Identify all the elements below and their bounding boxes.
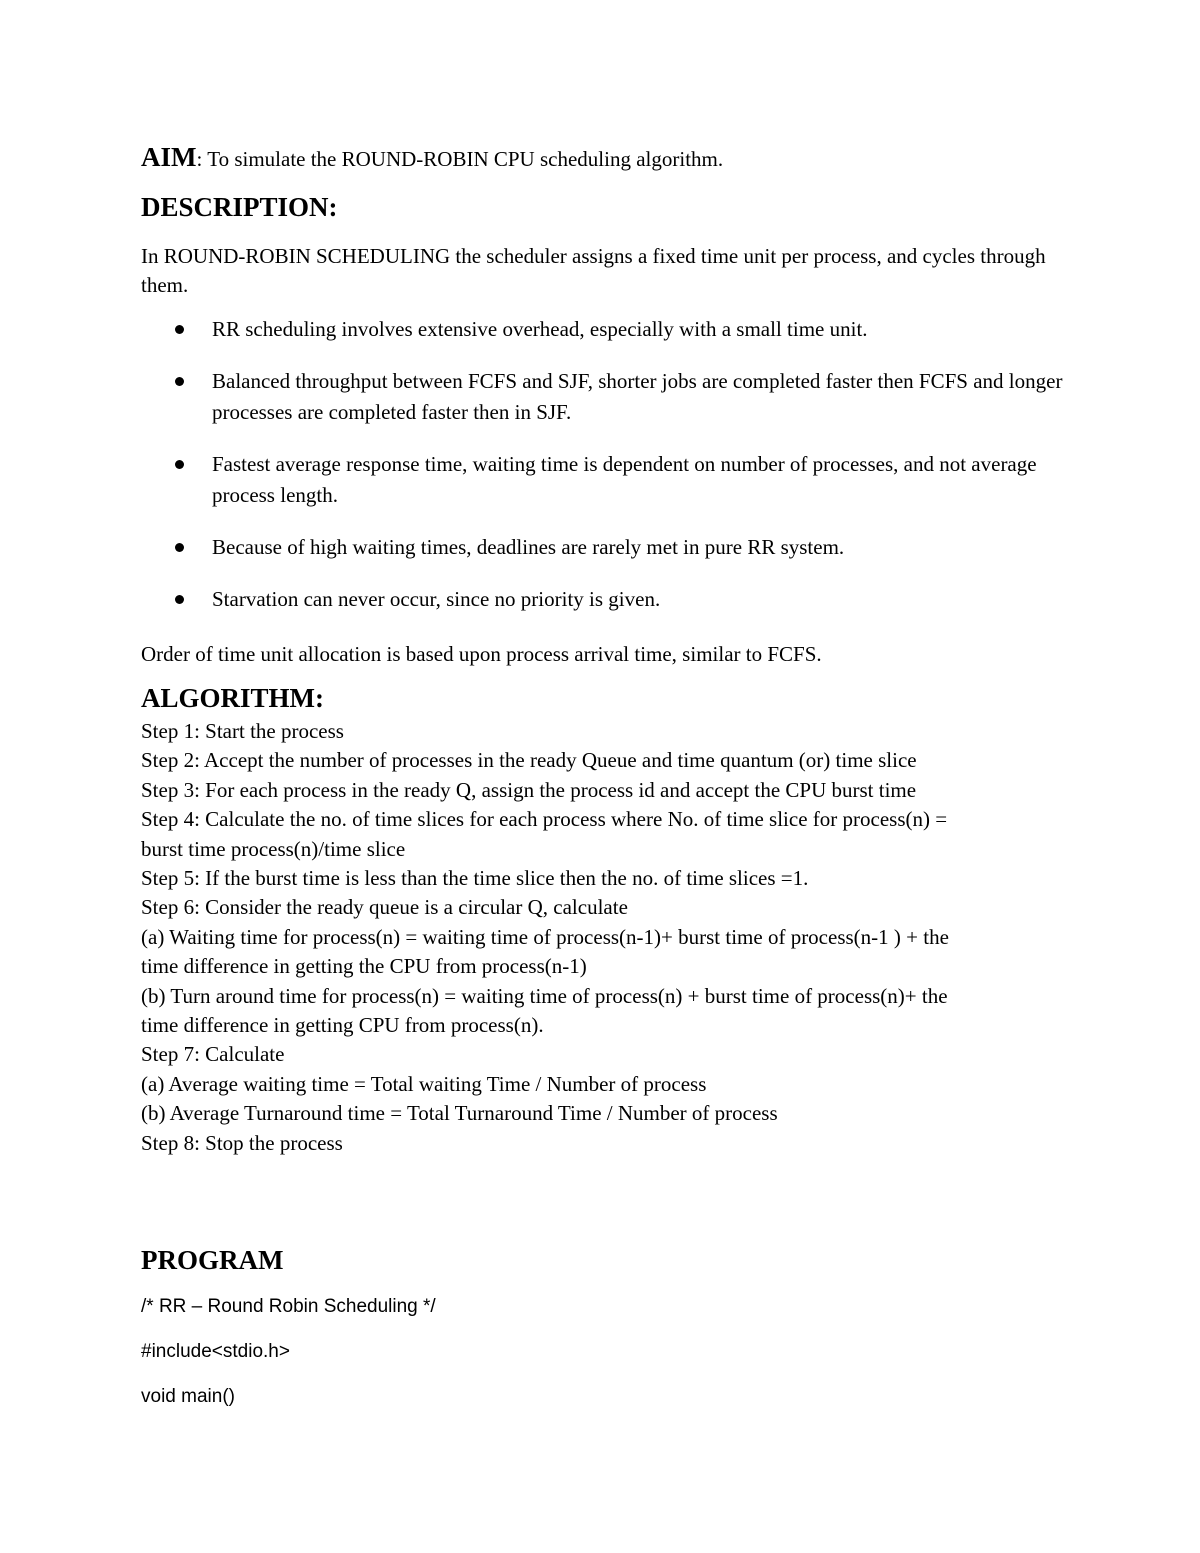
description-heading-colon: : bbox=[328, 192, 338, 222]
algorithm-line: Step 8: Stop the process bbox=[141, 1130, 343, 1155]
aim-text: : To simulate the ROUND-ROBIN CPU scheduling algorithm. bbox=[196, 147, 724, 171]
aim-label: AIM bbox=[141, 142, 197, 172]
bullet-item bbox=[141, 449, 1071, 511]
algorithm-line: time difference in getting the CPU from process(n-1) bbox=[141, 954, 587, 979]
bullet-text: Starvation can never occur, since no priority is given. bbox=[212, 587, 661, 611]
algorithm-line: Step 4: Calculate the no. of time slices for each process where No. of time slice for process(n) = bbox=[141, 807, 948, 832]
bullet-dot-icon bbox=[175, 595, 184, 604]
bullet-dot-icon bbox=[175, 543, 184, 552]
algorithm-line: Step 2: Accept the number of processes in the ready Queue and time quantum (or) time slice bbox=[141, 748, 917, 773]
bullet-dot-icon bbox=[175, 377, 184, 386]
algorithm-line: Step 7: Calculate bbox=[141, 1042, 285, 1067]
algorithm-steps bbox=[141, 717, 1081, 1158]
aim-line bbox=[141, 142, 723, 173]
program-heading: PROGRAM bbox=[141, 1245, 284, 1275]
code-main-line: void main() bbox=[141, 1386, 235, 1407]
algorithm-line: Step 1: Start the process bbox=[141, 719, 344, 743]
algorithm-line: (b) Average Turnaround time = Total Turnaround Time / Number of process bbox=[141, 1101, 778, 1126]
bullet-dot-icon bbox=[175, 460, 184, 469]
bullet-text: Fastest average response time, waiting time is dependent on number of processes, and not average process length. bbox=[212, 452, 1037, 507]
algorithm-heading-colon: : bbox=[315, 683, 325, 713]
algorithm-line: (a) Waiting time for process(n) = waiting time of process(n-1)+ burst time of process(n-1 ) + the bbox=[141, 924, 949, 949]
bullet-text: Because of high waiting times, deadlines are rarely met in pure RR system. bbox=[212, 535, 845, 559]
code-include-line: #include<stdio.h> bbox=[141, 1341, 290, 1362]
bullet-item bbox=[141, 366, 1071, 428]
bullet-text: RR scheduling involves extensive overhead, especially with a small time unit. bbox=[212, 317, 868, 341]
algorithm-line: (b) Turn around time for process(n) = waiting time of process(n) + burst time of process(n)+ the bbox=[141, 983, 948, 1008]
code-comment-line: /* RR – Round Robin Scheduling */ bbox=[141, 1296, 436, 1317]
description-heading-text: DESCRIPTION bbox=[141, 192, 329, 222]
algorithm-heading bbox=[141, 683, 324, 714]
bullet-dot-icon bbox=[175, 325, 184, 334]
algorithm-line: burst time process(n)/time slice bbox=[141, 836, 406, 861]
bullet-text: Balanced throughput between FCFS and SJF, shorter jobs are completed faster then FCFS and longer processes are completed faster then in SJF. bbox=[212, 369, 1063, 424]
description-bullet-list bbox=[141, 314, 1071, 636]
algorithm-line: Step 6: Consider the ready queue is a circular Q, calculate bbox=[141, 895, 628, 920]
algorithm-line: (a) Average waiting time = Total waiting Time / Number of process bbox=[141, 1071, 707, 1096]
bullet-item bbox=[141, 314, 1071, 345]
algorithm-line: time difference in getting CPU from process(n). bbox=[141, 1013, 544, 1038]
description-intro: In ROUND-ROBIN SCHEDULING the scheduler assigns a fixed time unit per process, and cycles through them. bbox=[141, 244, 1046, 297]
description-heading bbox=[141, 192, 338, 223]
bullet-item bbox=[141, 532, 1071, 563]
algorithm-line: Step 5: If the burst time is less than the time slice then the no. of time slices =1. bbox=[141, 866, 809, 891]
bullet-item bbox=[141, 584, 1071, 615]
algorithm-line: Step 3: For each process in the ready Q, assign the process id and accept the CPU burst time bbox=[141, 777, 917, 802]
description-closing: Order of time unit allocation is based upon process arrival time, similar to FCFS. bbox=[141, 642, 822, 666]
algorithm-heading-text: ALGORITHM bbox=[141, 683, 316, 713]
